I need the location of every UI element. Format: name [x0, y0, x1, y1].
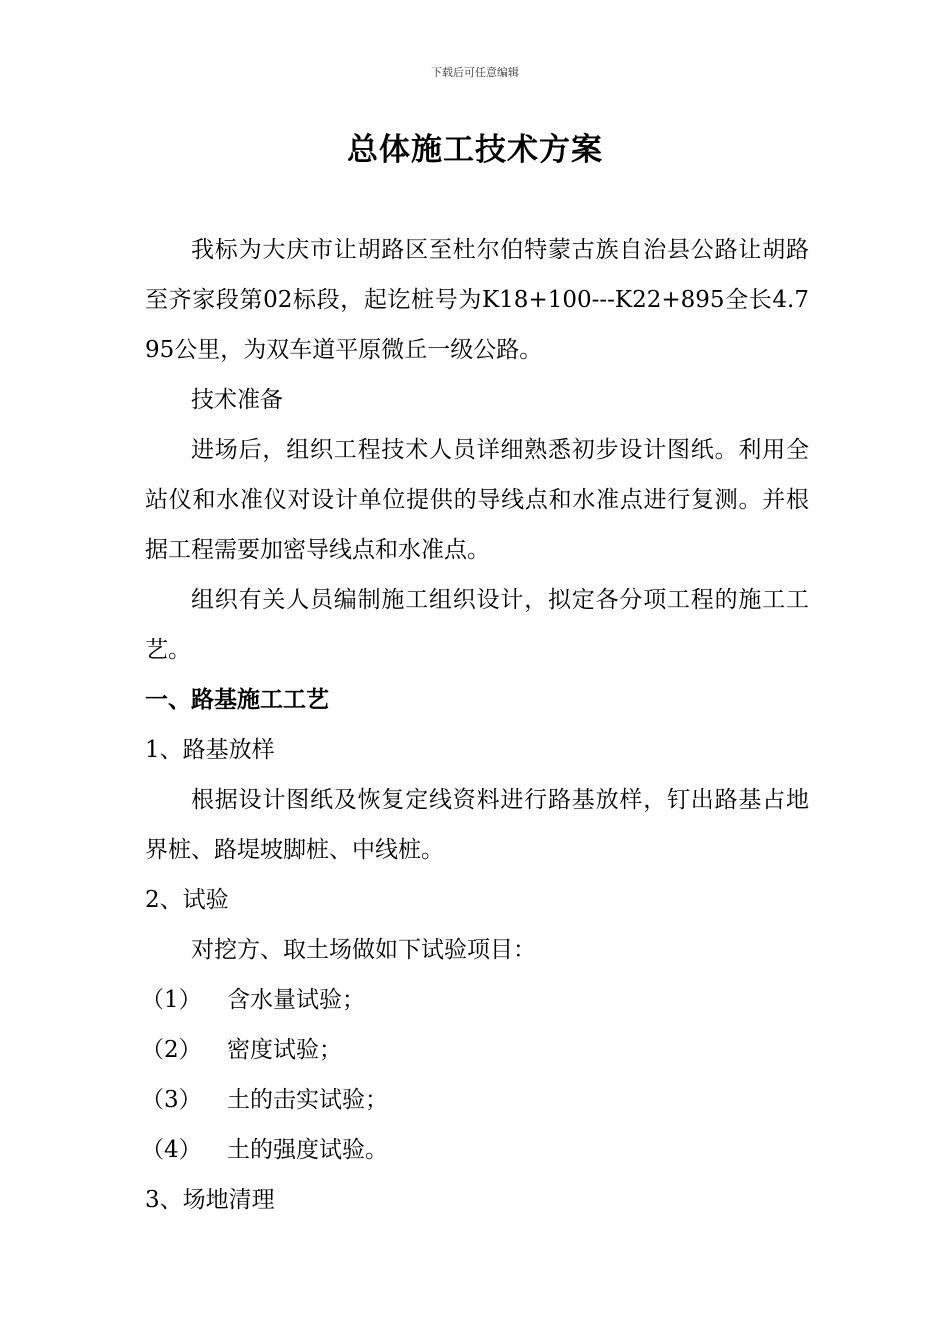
list-item: [141, 975, 809, 1025]
list-item: [141, 1125, 809, 1175]
document-title: 总体施工技术方案: [347, 132, 603, 168]
header-note: 下载后可任意编辑: [431, 66, 519, 79]
tests-intro: 对挖方、取土场做如下试验项目：: [191, 937, 536, 963]
list-item-number: （2）: [141, 1037, 202, 1063]
tech-prep-paragraph-2: 组织有关人员编制施工组织设计，拟定各分项工程的施工工艺。: [145, 587, 809, 663]
list-item-number: （3）: [141, 1087, 202, 1113]
list-item: [141, 1025, 809, 1075]
layout-paragraph: 根据设计图纸及恢复定线资料进行路基放样，钉出路基占地界桩、路堤坡脚桩、中线桩。: [145, 787, 809, 863]
subheading-site-clearing: 3、场地清理: [145, 1187, 275, 1213]
tech-prep-label: 技术准备: [191, 387, 283, 413]
list-item-text: 密度试验；: [227, 1037, 342, 1063]
list-item-text: 土的击实试验；: [227, 1087, 388, 1113]
section-heading-subgrade: 一、路基施工工艺: [145, 686, 329, 713]
tech-prep-paragraph-1: 进场后，组织工程技术人员详细熟悉初步设计图纸。利用全站仪和水准仪对设计单位提供的导线点和水准点进行复测。并根据工程需要加密导线点和水准点。: [145, 437, 809, 563]
list-item-text: 土的强度试验。: [227, 1137, 388, 1163]
subheading-tests: 2、试验: [145, 887, 229, 913]
list-item: [141, 1075, 809, 1125]
list-item-text: 含水量试验；: [227, 987, 365, 1013]
list-item-number: （1）: [141, 987, 202, 1013]
intro-paragraph: 我标为大庆市让胡路区至杜尔伯特蒙古族自治县公路让胡路至齐家段第02标段，起讫桩号为K18+100---K22+895全长4.795公里，为双车道平原微丘一级公路。: [145, 237, 809, 363]
list-item-number: （4）: [141, 1137, 202, 1163]
document-body: [141, 225, 809, 1225]
test-list: [141, 975, 809, 1175]
subheading-layout: 1、路基放样: [145, 737, 275, 763]
